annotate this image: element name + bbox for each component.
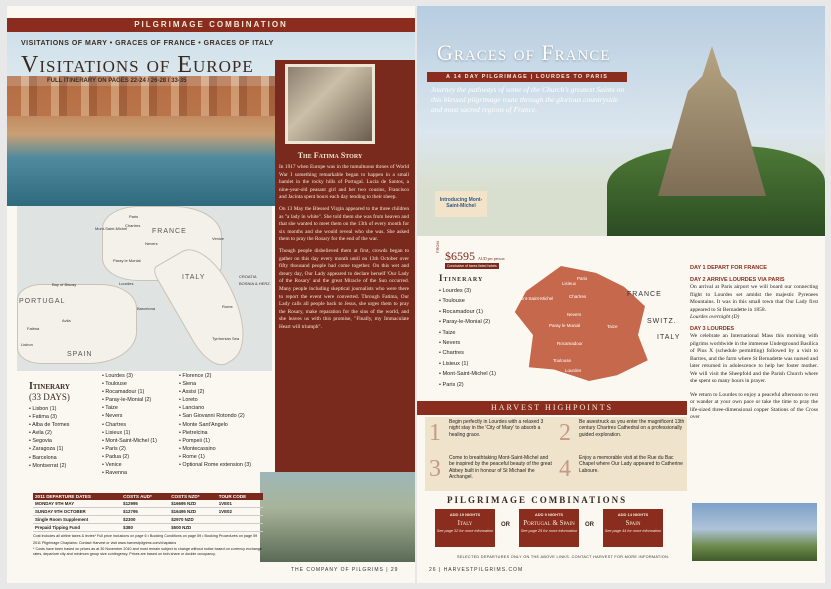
right-page	[417, 6, 825, 583]
map-label-rome: Rome	[222, 304, 233, 309]
itinerary-item: • Lisieux (1)	[439, 359, 496, 369]
map-label-biscay: Bay of Biscay	[52, 282, 77, 287]
map-label-croatia: CROATIA	[239, 274, 257, 279]
itinerary-item: • Venice	[102, 461, 157, 469]
itinerary-item: • Chartres	[102, 421, 157, 429]
selected-departures-note: SELECTED DEPARTURES ONLY ON THE ABOVE LINKS. CONTACT HARVEST FOR MORE INFORMATION.	[457, 555, 670, 559]
combo-see: See page 44 for more information	[604, 529, 662, 533]
left-title: Visitations of Europe	[21, 52, 254, 78]
itinerary-item: • Taize	[439, 328, 496, 338]
departures-header: 2011 DEPARTURE DATES	[33, 493, 121, 500]
map-toulouse: Toulouse	[553, 358, 572, 363]
combo-name: Portugal & Spain	[523, 519, 575, 527]
table-cell: 1VE01	[217, 500, 263, 508]
itinerary-item: • Fatima (3)	[29, 413, 69, 421]
itinerary-item: • Montecassino	[179, 445, 251, 453]
left-subtitle: VISITATIONS OF MARY • GRACES OF FRANCE • GRACES OF ITALY	[21, 40, 274, 47]
itinerary-item: • Lourdes (3)	[102, 372, 157, 380]
table-cell: Single Room Supplement	[33, 516, 121, 524]
table-cell: MONDAY 9TH MAY	[33, 500, 121, 508]
itinerary-col-2	[102, 372, 157, 477]
itinerary-item: • Paray-le-Monial (2)	[439, 317, 496, 327]
itinerary-item: • Rocamadour (1)	[439, 307, 496, 317]
map-switz: SWITZ.	[647, 318, 677, 325]
itinerary-item: • Montserrat (2)	[29, 462, 69, 470]
map-label-france: FRANCE	[152, 228, 187, 235]
intro-tag: Introducing Mont-Saint-Michel	[435, 191, 487, 217]
pilgrimage-band: A 14 DAY PILGRIMAGE | LOURDES TO PARIS	[427, 72, 627, 82]
itinerary-item: • Assisi (2)	[179, 388, 251, 396]
combo-see: See page 25 for more information	[520, 529, 578, 533]
left-banner: PILGRIMAGE COMBINATION	[7, 18, 415, 32]
table-cell: $12795	[121, 508, 169, 516]
departures-header: COSTS NZD*	[169, 493, 217, 500]
highpoint-item	[557, 419, 685, 455]
itinerary-item: • Alba de Tormes	[29, 421, 69, 429]
full-itinerary-ref: FULL ITINERARY ON PAGES 22-24 / 26-28 / 33-35	[47, 78, 187, 84]
right-folio: 26 | HARVESTPILGRIMS.COM	[429, 567, 524, 573]
table-cell: $380	[121, 524, 169, 532]
itinerary-item: • San Giovanni Rotondo (2)	[179, 412, 251, 420]
itinerary-item: • Toulouse	[439, 296, 496, 306]
itinerary-days: (33 DAYS)	[29, 392, 70, 402]
map-lourdes: Lourdes	[565, 368, 582, 373]
itinerary-item: • Rome (1)	[179, 453, 251, 461]
highpoint-text: Be awestruck as you enter the magnificent 13th century Chartres Cathedral on a professionally guided exploration.	[579, 419, 685, 438]
itinerary-item: • Nevers	[102, 412, 157, 420]
itinerary-item: • Monte Sant'Angelo	[179, 421, 251, 429]
map-label-venice: Venice	[212, 236, 225, 241]
highpoint-number: 3	[429, 456, 441, 482]
highpoints-box	[425, 417, 687, 491]
itinerary-item: • Florence (2)	[179, 372, 251, 380]
table-cell: 1VE02	[217, 508, 263, 516]
itinerary-item: • Segovia	[29, 437, 69, 445]
fatima-children-photo	[285, 64, 375, 144]
combo-add: ADD 9 NIGHTS	[534, 512, 564, 517]
map-label-tyrrhenian: Tyrrhenian Sea	[212, 336, 240, 341]
map-chartres: Chartres	[569, 294, 587, 299]
price-amount	[445, 249, 504, 264]
highpoint-item	[427, 455, 555, 491]
map-label-paray: Paray le Monial	[113, 258, 141, 263]
day-text: On arrival at Paris airport we will board our connecting flight to Lourdes set amidst the majestic Pyrenees Mountains. It was in this small town that Our Lady first appeared to St Bernadette in 1858.	[690, 284, 818, 313]
day-heading: DAY 1 DEPART FOR FRANCE	[690, 265, 767, 271]
map-label-portugal: PORTUGAL	[19, 298, 66, 305]
itinerary-item: • Taize	[102, 404, 157, 412]
pilgrimage-combinations-title: PILGRIMAGE COMBINATIONS	[447, 495, 628, 505]
table-row	[33, 500, 263, 508]
day-heading: DAY 2 ARRIVE LOURDES VIA PARIS	[690, 276, 785, 283]
highpoint-text: Enjoy a memorable visit at the Rue du Bac Chapel where Our Lady appeared to Catherine Laboure.	[579, 455, 683, 474]
day-heading: DAY 3 LOURDES	[690, 325, 735, 332]
itinerary-item: • Zaragoza (1)	[29, 445, 69, 453]
pilgrims-photo	[260, 472, 415, 562]
day-by-day	[690, 261, 818, 422]
map-label-spain: SPAIN	[67, 351, 93, 358]
day-text: We return to Lourdes to enjoy a peaceful afternoon to rest or wander at your own pace or take the time to pray the life-sized three-dimensional copper Stations of the Cross over	[690, 391, 818, 420]
combo-portugal-spain	[519, 509, 579, 547]
right-itinerary-title: Itinerary	[439, 273, 484, 283]
itinerary-item: • Loreto	[179, 396, 251, 404]
map-label-lourdes: Lourdes	[119, 281, 134, 286]
table-cell: $12995	[121, 500, 169, 508]
itinerary-item: • Paris (2)	[102, 445, 157, 453]
itinerary-item: • Optional Rome extension (3)	[179, 461, 251, 469]
price-suffix: AUD per person	[478, 256, 505, 261]
departures-header: COSTS AUD*	[121, 493, 169, 500]
lead-text: Journey the pathways of some of the Church's greatest Saints on this blessed pilgrimage route through the glorious countryside and most sacred regions of France.	[431, 85, 625, 114]
itinerary-item: • Rocamadour (1)	[102, 388, 157, 396]
fatima-paragraph: On 13 May the Blessed Virgin appeared to the three children as "a lady in white". She told them she was from heaven and that she wanted to meet them on the 13th of every month for six months and she would reveal who she was. She asked them to pray the Rosary for the end of the war.	[279, 205, 409, 243]
itinerary-item: • Nevers	[439, 338, 496, 348]
itinerary-item: • Mont-Saint-Michel (1)	[102, 437, 157, 445]
map-italy: ITALY	[657, 334, 681, 341]
fatima-title: The Fatima Story	[297, 151, 363, 160]
or-label: OR	[585, 522, 594, 528]
table-row	[33, 524, 263, 532]
itinerary-item: • Ravenna	[102, 469, 157, 477]
fatima-story	[279, 164, 409, 335]
itinerary-item: • Pietrelcina	[179, 429, 251, 437]
itinerary-item: • Lourdes (3)	[439, 286, 496, 296]
itinerary-item: • Paray-le-Monial (2)	[102, 396, 157, 404]
itinerary-item: • Barcelona	[29, 454, 69, 462]
itinerary-item: • Paris (2)	[439, 380, 496, 390]
combo-add: ADD 19 NIGHTS	[449, 512, 481, 517]
itinerary-item: • Lisieux (1)	[102, 429, 157, 437]
highpoint-item	[427, 419, 555, 455]
map-land-italy	[151, 239, 263, 373]
map-label-msm: Mont-Saint-Michel	[95, 226, 128, 231]
harvest-highpoints-title: HARVEST HIGHPOINTS	[417, 401, 687, 415]
combo-see: See page 32 for more information	[436, 529, 494, 533]
cost-disclaimer: * Costs have been based on prices as at 30 November 2010 and must remain subject to change without notice based on currency exchange rates, departure city and minimum group size contingency. Prices are based on twin share or double occupancy.	[33, 547, 262, 556]
map-label-avila: Avila	[62, 318, 71, 323]
price-note: Conclusive of taxes listed hotels	[447, 264, 497, 268]
combo-add: ADD 14 NIGHTS	[617, 512, 649, 517]
france-map	[507, 256, 681, 386]
table-cell: Prepaid Tipping Fund	[33, 524, 121, 532]
table-cell: $2970 NZD	[169, 516, 217, 524]
highpoint-text: Begin perfectly in Lourdes with a relaxed 3 night stay in the 'City of Mary' to absorb a healing grace.	[449, 419, 544, 438]
map-label-paris: Paris	[129, 214, 139, 219]
france-shape	[512, 266, 652, 381]
left-folio: THE COMPANY OF PILGRIMS | 29	[291, 567, 399, 573]
map-label-italy: ITALY	[182, 274, 206, 281]
itinerary-item: • Mont-Saint-Michel (1)	[439, 369, 496, 379]
price-from: FROM	[435, 241, 440, 253]
itinerary-item: • Pompeii (1)	[179, 437, 251, 445]
fatima-paragraph: Though people disbelieved them at first, crowds began to gather on this day every month until on 13th October over fifty thousand people had come together. On this wet and dreary day, Our Lady appeared to declare herself 'Our Lady of the Rosary' and the great Miracle of the Sun occurred. Many people including skeptical journalists who were there to report the event were converted. Through Fatima, Our Lady calls all people back to Jesus, she urges them to pray the Rosary, make reparation for the sins of the world, and she leaves us with this promise, "Finally, my Immaculate Heart will triumph".	[279, 247, 409, 330]
itinerary-item: • Lanciano	[179, 404, 251, 412]
map-label-lisbon: Lisbon	[21, 342, 33, 347]
departures-header: TOUR CODE	[217, 493, 263, 500]
itinerary-item: • Toulouse	[102, 380, 157, 388]
table-cell: $500 NZD	[169, 524, 217, 532]
map-msm: Mont-Saint-Michel	[517, 296, 554, 301]
right-itinerary-list	[439, 286, 496, 390]
map-label-chartres: Chartres	[125, 223, 141, 228]
table-row	[33, 508, 263, 516]
lourdes-basilica-photo	[692, 503, 817, 561]
itinerary-col-1	[29, 405, 69, 470]
itinerary-item: • Siena	[179, 380, 251, 388]
map-lisieux: Lisieux	[562, 281, 577, 286]
highpoint-number: 2	[559, 420, 571, 446]
chaplain-note: 2011 Pilgrimage Chaplains: Contact Harvest or visit www.harvestpilgrims.com/chaplains	[33, 540, 177, 545]
highpoint-item	[557, 455, 685, 491]
table-cell	[217, 516, 263, 524]
fatima-paragraph: In 1917 when Europe was in the tumultuous throes of World War I something remarkable began to happen in a small hamlet in the rocky hills of Portugal. Lucia de Santos, a nine-year-old peasant girl and her two cousins, Francisco and Jacinta spent hours each day tending to their sheep.	[279, 164, 409, 201]
table-cell: $2300	[121, 516, 169, 524]
highpoint-text: Come to breathtaking Mont-Saint-Michel and be inspired by the peaceful beauty of the great Abbey built in honour of St Michael the Archangel.	[449, 455, 552, 481]
map-label-bosnia: BOSNIA & HERZ.	[239, 281, 271, 286]
map-taize: Taize	[607, 324, 618, 329]
itinerary-title: Itinerary	[29, 381, 70, 392]
europe-map	[17, 206, 272, 371]
itinerary-item: • Padua (2)	[102, 453, 157, 461]
itinerary-col-3	[179, 372, 251, 469]
itinerary-item: • Lisbon (1)	[29, 405, 69, 413]
map-rocamadour: Rocamadour	[557, 341, 583, 346]
departure-note: Cost includes all airline taxes & levies* Full price inclusions on page 6 • Booking Conditions on page 59 • Booking Procedures on page 59	[33, 534, 258, 538]
combo-spain	[603, 509, 663, 547]
map-paray: Paray le Monial	[549, 323, 581, 328]
table-cell: $16495 NZD	[169, 508, 217, 516]
table-row	[33, 516, 263, 524]
or-label: OR	[501, 522, 510, 528]
day-overnight: Lourdes overnight (D)	[690, 314, 740, 320]
combo-name: Spain	[625, 519, 641, 527]
itinerary-item: • Avila (2)	[29, 429, 69, 437]
right-title: Graces of France	[437, 40, 611, 65]
highpoint-number: 1	[429, 420, 441, 446]
map-nevers: Nevers	[567, 312, 582, 317]
table-cell: $16695 NZD	[169, 500, 217, 508]
map-label-fatima: Fatima	[27, 326, 40, 331]
map-label-nevers: Nevers	[145, 241, 158, 246]
highpoint-number: 4	[559, 456, 571, 482]
map-label-barcelona: Barcelona	[137, 306, 156, 311]
table-cell	[217, 524, 263, 532]
map-france: FRANCE	[627, 291, 662, 298]
combo-italy	[435, 509, 495, 547]
day-text: We celebrate an International Mass this morning with pilgrims worldwide in the immense Underground Basilica of Pius X (schedule permitting) followed by a visit to Bartres, and the farm where St Bernadette was nursed and later returned in adolescence to help her foster mother. We will visit the Sheepfold and the Parish Church where she spent so many hours in prayer.	[690, 333, 818, 384]
left-page	[7, 6, 415, 583]
map-paris: Paris	[577, 276, 588, 281]
table-cell: SUNDAY 9TH OCTOBER	[33, 508, 121, 516]
price-value: $6595	[445, 249, 475, 263]
departures-table	[33, 493, 263, 556]
itinerary-item: • Chartres	[439, 348, 496, 358]
combo-name: Italy	[457, 519, 473, 527]
